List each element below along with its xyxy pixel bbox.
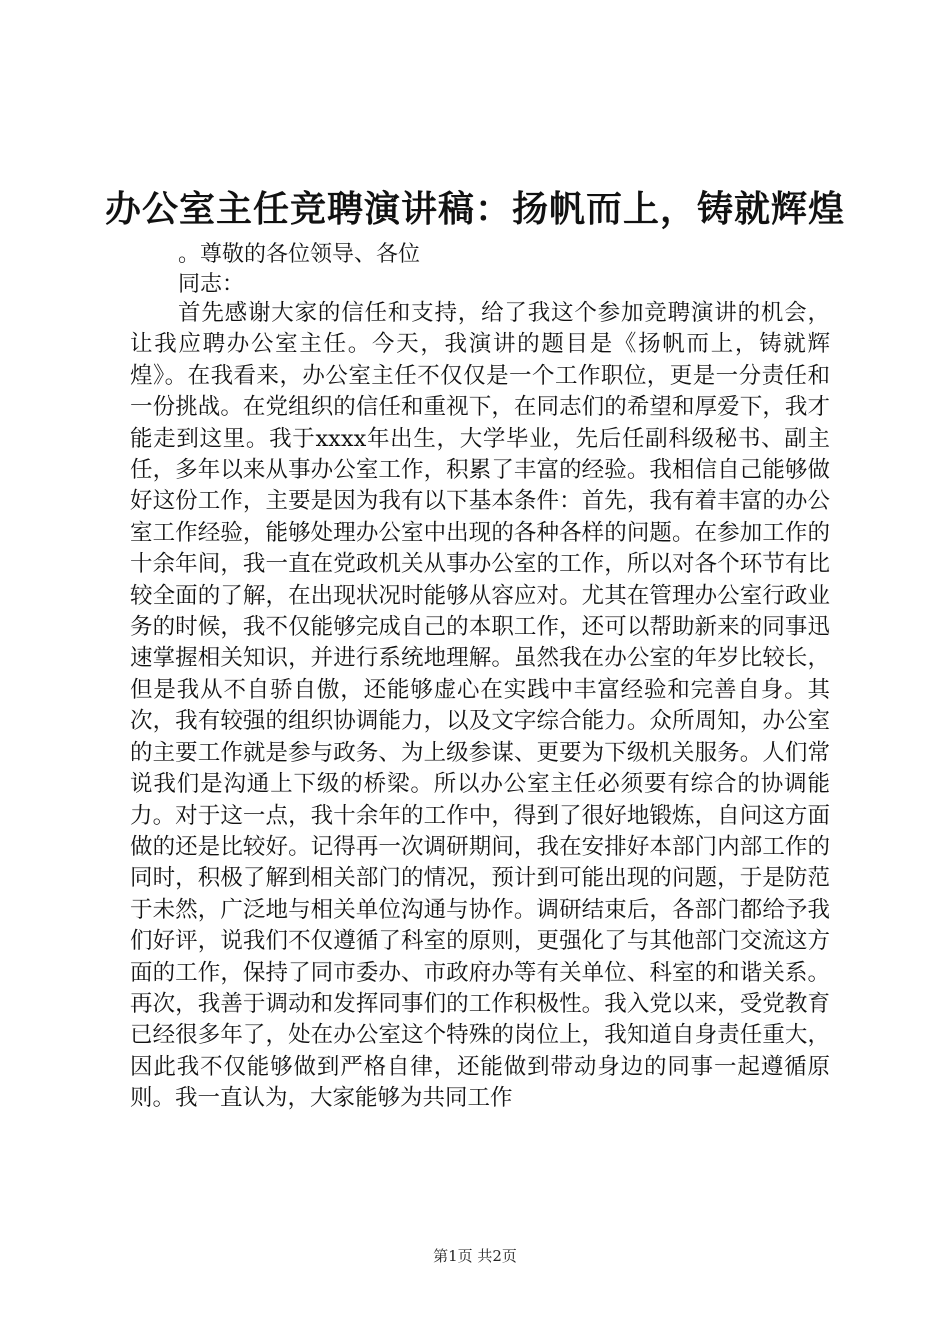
page-number-footer: 第1页 共2页 (433, 1247, 517, 1265)
salutation-line-2: 同志： (178, 272, 245, 297)
document-title: 办公室主任竞聘演讲稿：扬帆而上，铸就辉煌 (104, 188, 845, 230)
salutation-line-1: 。尊敬的各位领导、各位 (178, 242, 421, 267)
body-paragraph: 首先感谢大家的信任和支持，给了我这个参加竞聘演讲的机会，让我应聘办公室主任。今天，我演讲的题目是《扬帆而上，铸就辉煌》。在我看来，办公室主任不仅仅是一个工作职位，更是一分责任和一份挑战。在党组织的信任和重视下，在同志们的希望和厚爱下，我才能走到这里。我于xxxx年出生，大学毕业，先后任副科级秘书、副主任，多年以来从事办公室工作，积累了丰富的经验。我相信自己能够做好这份工作，主要是因为我有以下基本条件：首先，我有着丰富的办公室工作经验，能够处理办公室中出现的各种各样的问题。在参加工作的十余年间，我一直在党政机关从事办公室的工作，所以对各个环节有比较全面的了解，在出现状况时能够从容应对。尤其在管理办公室行政业务的时候，我不仅能够完成自己的本职工作，还可以帮助新来的同事迅速掌握相关知识，并进行系统地理解。虽然我在办公室的年岁比较长，但是我从不自骄自傲，还能够虚心在实践中丰富经验和完善自身。其次，我有较强的组织协调能力，以及文字综合能力。众所周知，办公室的主要工作就是参与政务、为上级参谋、更要为下级机关服务。人们常说我们是沟通上下级的桥梁。所以办公室主任必须要有综合的协调能力。对于这一点，我十余年的工作中，得到了很好地锻炼，自问这方面做的还是比较好。记得再一次调研期间，我在安排好本部门内部工作的同时，积极了解到相关部门的情况，预计到可能出现的问题，于是防范于未然，广泛地与相关单位沟通与协作。调研结束后，各部门都给予我们好评，说我们不仅遵循了科室的原则，更强化了与其他部门交流这方面的工作，保持了同市委办、市政府办等有关单位、科室的和谐关系。再次，我善于调动和发挥同事们的工作积极性。我入党以来，受党教育已经很多年了，处在办公室这个特殊的岗位上，我知道自身责任重大，因此我不仅能够做到严格自律，还能做到带动身边的同事一起遵循原则。我一直认为，大家能够为共同工作 (130, 300, 830, 1112)
